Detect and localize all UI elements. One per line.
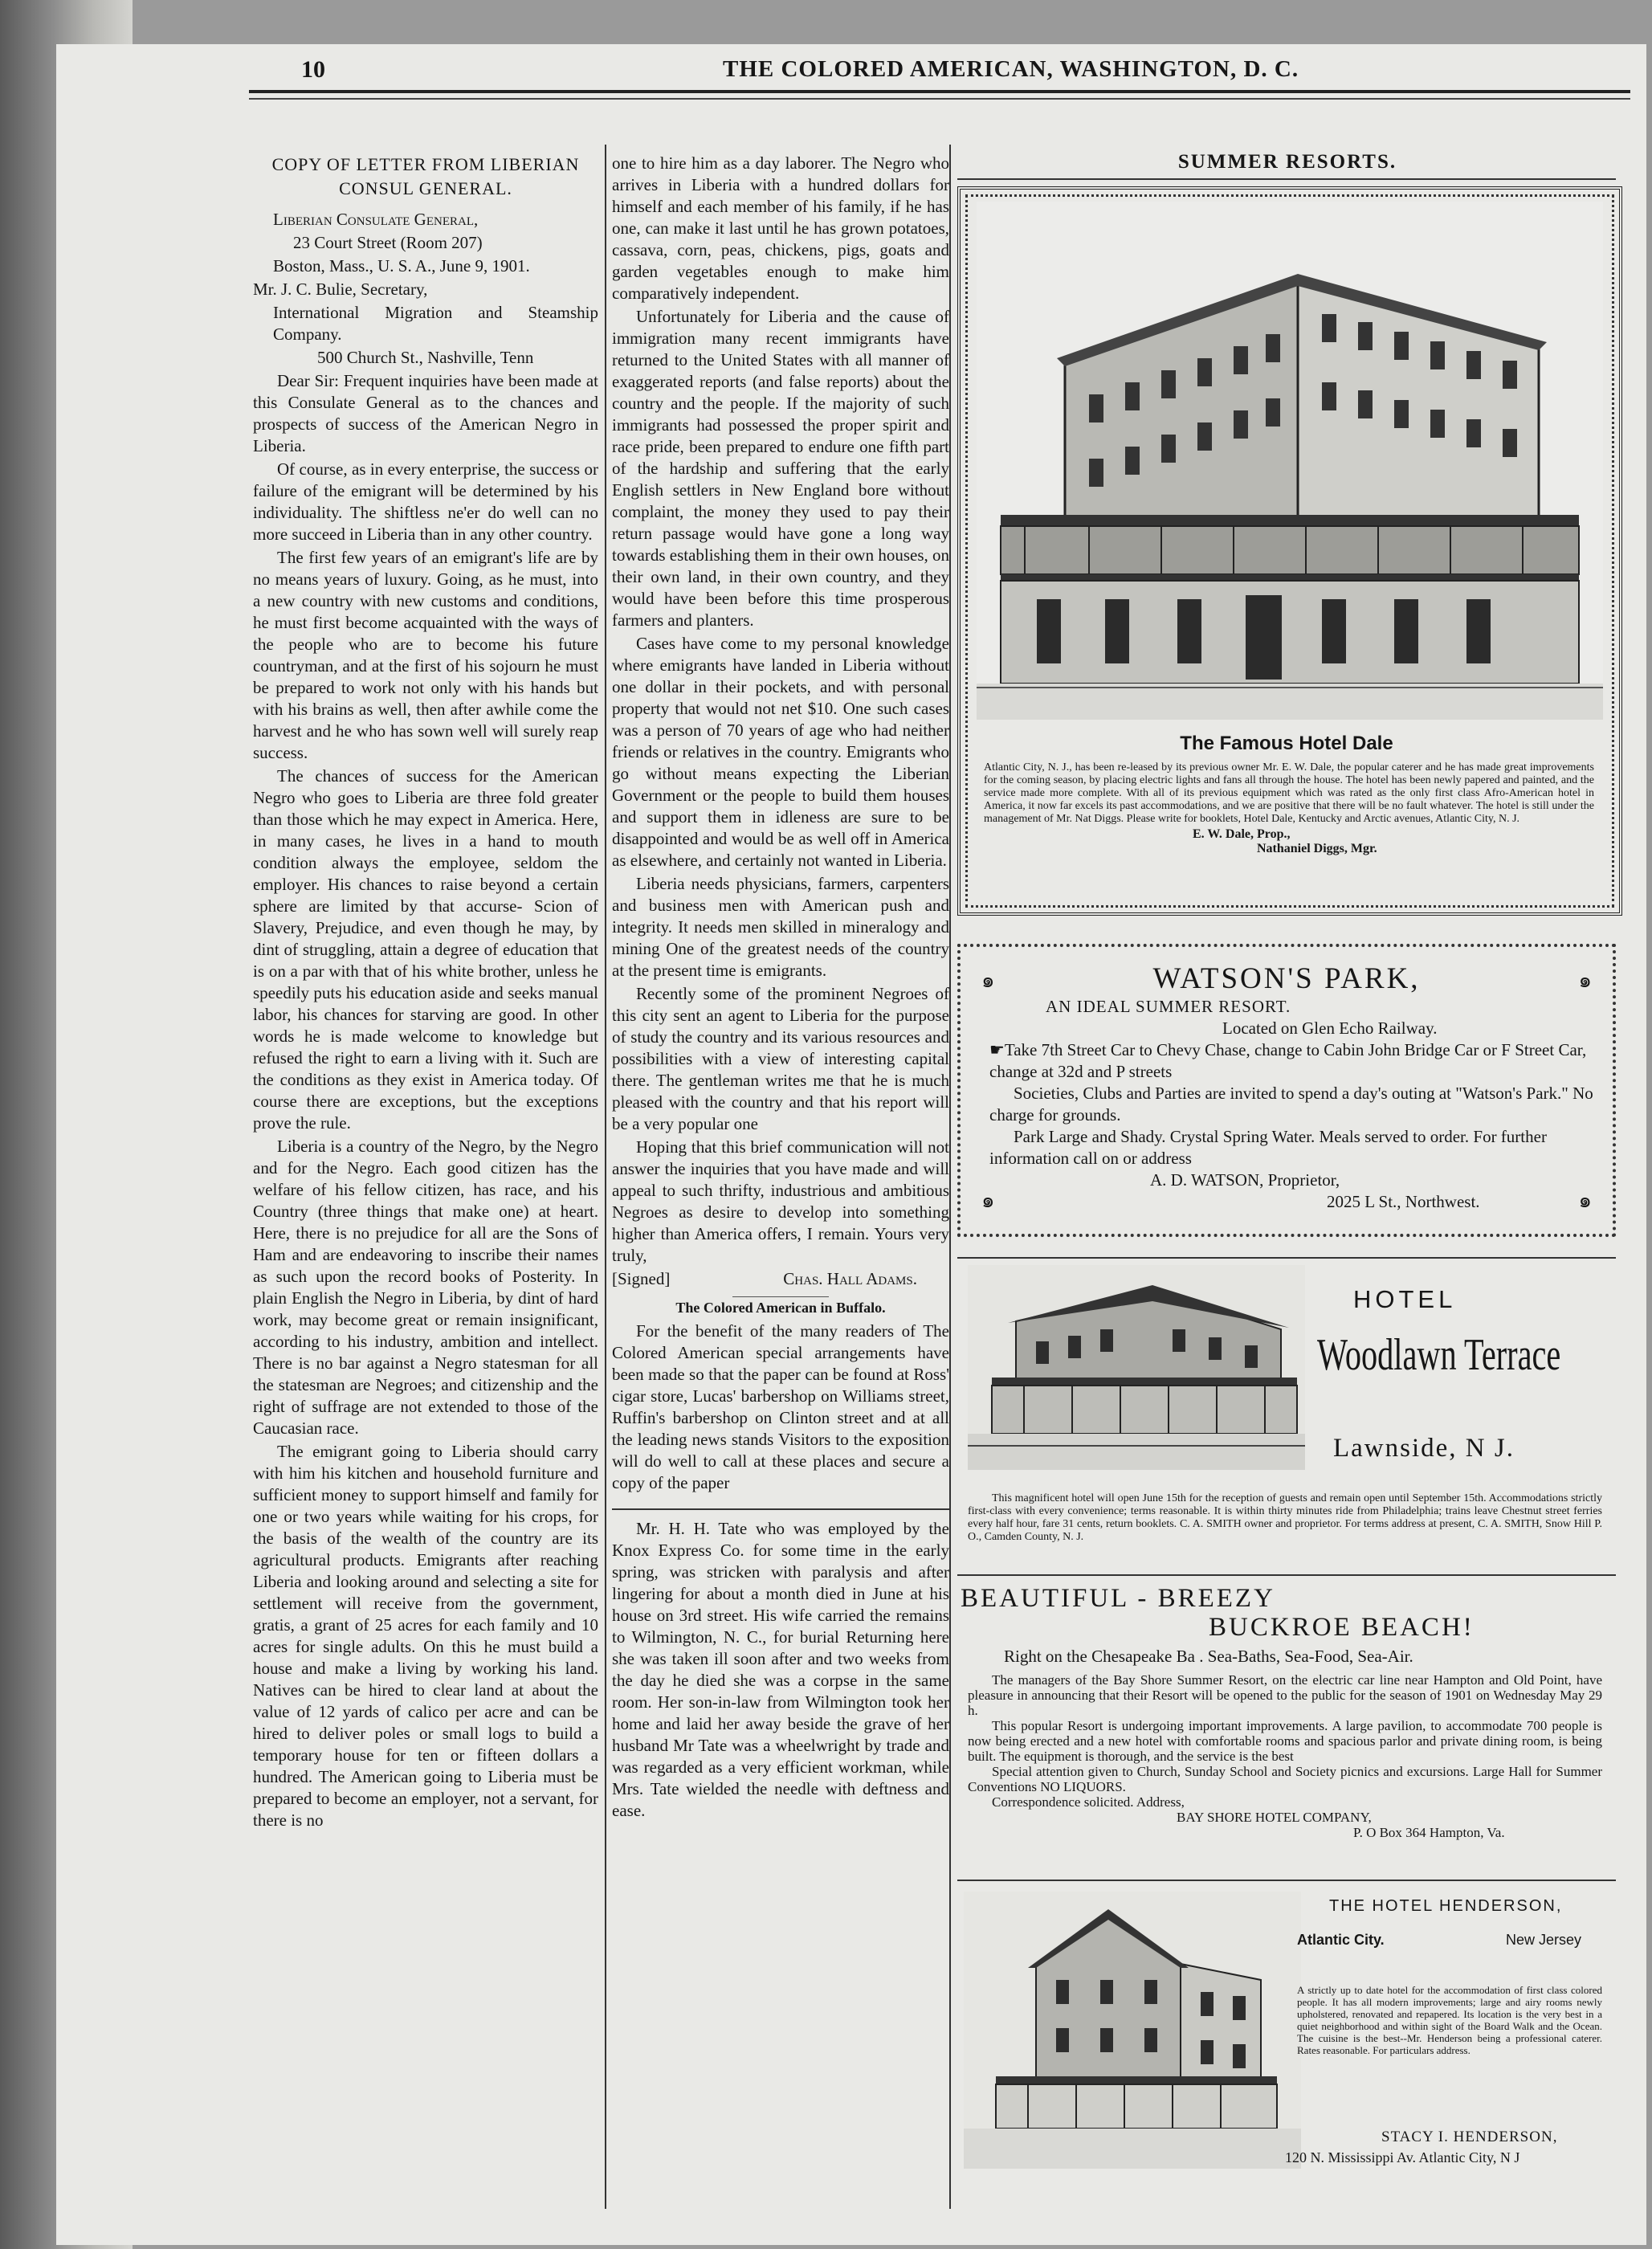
divider (612, 1508, 949, 1510)
scroll-ornament-icon: ๑ (1578, 969, 1592, 992)
letter-paragraph: The first few years of an emigrant's life are by no means years of luxury. Going, as he must, into a new country with new customs and conditions, he must first become acquainted with the ways of the people who are to become his future countryman, and at the first of his sojourn he must be prepared to work not only with his hands but with his brains as well, then after awhile come the harvest and he who has sown well will surely reap success. (253, 548, 598, 762)
buckroe-paragraph: This popular Resort is undergoing important improvements. A large pavilion, to accommodate 700 people is now being erected and a new hotel with comfortable rooms and spacious parlor and private dining room, is being built. The equipment is thorough, and the service is the best (968, 1718, 1602, 1764)
hotel-dale-name: The Famous Hotel Dale (1180, 733, 1393, 754)
letter-paragraph: Hoping that this brief communication will not answer the inquiries that you have made and will appeal to such thrifty, industrious and ambitious Negroes as desire to develop into something higher than America offers, I remain. Yours very truly, (612, 1137, 949, 1265)
letter-recipient-address: 500 Church St., Nashville, Tenn (317, 348, 534, 367)
henderson-text: A strictly up to date hotel for the accommodation of first class colored people. It has all modern improvements; large and airy rooms newly upholstered, renovated and repapered. Its location is the very best in a quiet neighborhood and within sight of the Board Walk and the Ocean. The cuisine is the best--Mr. Henderson being a professional caterer. Rates reasonable. For particulars address. (1297, 1984, 1602, 2056)
summer-resorts-title: SUMMER RESORTS. (1177, 151, 1397, 173)
hotel-dale-details (984, 761, 1594, 856)
buffalo-title: The Colored American in Buffalo. (675, 1300, 886, 1316)
letter-paragraph: Unfortunately for Liberia and the cause of immigration many recent immigrants have returned to the United States with all manner of exaggerated reports (and false reports) about the country and the people. If the majority of such immigrants had possessed the proper spirit and race pride, been prepared to endure one fifth part of the hardship and suffering that the early English settlers in New England bore without complaint, the money they used to pay their return passage would have gone a long way towards establishing them in their own houses, on their own land, in their own country, and they would have been before this time prosperous farmers and planters. (612, 307, 949, 630)
henderson-address: 120 N. Mississippi Av. Atlantic City, N J (1285, 2149, 1520, 2165)
letter-paragraph: Liberia is a country of the Negro, by the Negro and for the Negro. Each good citizen has the welfare of his fellow citizen, has race, and his Country (three things that make one) at heart. Here, there is no prejudice for all are the Sons of Ham and are endeavoring to inscribe their names as such upon the record books of Posterity. In plain English the Negro in Liberia, by dint of hard work, may become great or remain insignificant, according to his industry, ambition and intellect. There is no bar against a Negro statesman for all the statesman are Negroes; and citizenship and the right of suffrage are not extended to those of the Caucasian race. (253, 1137, 598, 1438)
letter-address-1: Liberian Consulate General, (273, 210, 479, 229)
letter-date: Boston, Mass., U. S. A., June 9, 1901. (273, 256, 530, 276)
rule (957, 1257, 1616, 1259)
hotel-dale-illustration (977, 202, 1603, 720)
buckroe-headline-1: BEAUTIFUL - BREEZY (961, 1584, 1275, 1613)
letter-recipient: Mr. J. C. Bulie, Secretary, (253, 280, 428, 299)
watsons-park-location: Located on Glen Echo Railway. (1222, 1018, 1438, 1038)
henderson-state: New Jersey (1506, 1932, 1582, 1948)
column-divider (605, 145, 606, 2209)
hotel-dale-text: Atlantic City, N. J., has been re-leased by its previous owner Mr. E. W. Dale, the popular caterer and he has made great improvements for the coming season, by placing electric lights and fans all through the house. The hotel has been newly papered and painted, and the service made more complete. With all of its previous equipment which was rated as the only first class Afro-American hotel in America, it now far excels its past accommodations, and we are positive that there will be no fault whatever. The hotel is still under the management of Mr. Nat Diggs. Please write for booklets, Hotel Dale, Kentucky and Arctic avenues, Atlantic City, N. J. (984, 761, 1594, 825)
watsons-park-address: 2025 L St., Northwest. (1327, 1192, 1480, 1211)
woodlawn-name: Woodlawn Terrace (1317, 1330, 1561, 1380)
rule (957, 1880, 1616, 1881)
buckroe-box: P. O Box 364 Hampton, Va. (1353, 1825, 1505, 1840)
column-2 (612, 153, 949, 1823)
pointing-hand-icon: ☛ (989, 1040, 1005, 1059)
woodlawn-text: This magnificent hotel will open June 15th for the reception of guests and remain open until September 15th. Accommodations strictly first-class with every convenience; terms reasonable. It is within thirty minutes ride from Philadelphia; trains leave Chestnut street ferries every half hour, fare 31 cents, return booklets. C. A. SMITH owner and proprietor. For terms address at present, C. A. SMITH, Snow Hill P. O., Camden County, N. J. (968, 1492, 1602, 1543)
scroll-ornament-icon: ๑ (1578, 1189, 1592, 1212)
woodlawn-hotel-illustration (968, 1265, 1305, 1470)
watsons-park-invite: Societies, Clubs and Parties are invited to spend a day's outing at "Watson's Park." No charge for grounds. (989, 1084, 1593, 1124)
letter-paragraph: Dear Sir: Frequent inquiries have been made at this Consulate General as to the chances and prospects of success of the American Negro in Liberia. (253, 371, 598, 455)
rule (957, 1574, 1616, 1576)
buckroe-tagline: Right on the Chesapeake Ba . Sea-Baths, Sea-Food, Sea-Air. (1004, 1647, 1413, 1666)
woodlawn-location: Lawnside, N J. (1333, 1434, 1515, 1463)
letter-paragraph: The emigrant going to Liberia should carry with him his kitchen and household furniture and sufficient money to support himself and family for one or two years while waiting for his crops, for the basis of the wealth of the country are its agricultural products. Emigrants after reaching Liberia and looking around and selecting a site for settlement will receive from the government, gratis, a grant of 25 acres for each family and 10 acres for single adults. On this he must build a house and make a living by working his land. Natives can be hired to clear land at about the value of 12 yards of calico per acre and can be hired to deliver poles or small logs to build a temporary house for ten or fifteen dollars a hundred. The American going to Liberia must be prepared to become an employer, not a servant, for there is no (253, 1442, 598, 1830)
masthead: THE COLORED AMERICAN, WASHINGTON, D. C. (723, 56, 1299, 82)
watsons-park-subtitle: AN IDEAL SUMMER RESORT. (1046, 997, 1291, 1016)
header-rule (249, 90, 1630, 93)
scroll-ornament-icon: ๑ (981, 1189, 995, 1212)
henderson-city: Atlantic City. (1297, 1932, 1385, 1948)
letter-paragraph: The chances of success for the American Negro who goes to Liberia are three fold greater than those which he may expect in America. Here, in many cases, he lives in a hand to mouth condition always the employee, seldom the employer. His chances to raise beyond a certain sphere are limited by that accurse- Scion of Slavery, Prejudice, and even though he may, by dint of struggling, attain a degree of education that is on a par with that of his white brother, unless he speedily puts his education aside and seeks manual labor, his chances for starving are good. In other words he is made welcome to knowledge but refused the right to earn a living with it. Such are the conditions as they exist in America today. Of course there are exceptions, but the exceptions prove the rule. (253, 766, 598, 1133)
ornamental-border (957, 944, 1616, 1237)
buckroe-paragraph: Special attention given to Church, Sunday School and Society picnics and excursions. Large Hall for Summer Conventions NO LIQUORS. (968, 1764, 1602, 1794)
watsons-park-ad (957, 944, 1616, 1237)
watsons-park-proprietor: A. D. WATSON, Proprietor, (1150, 1170, 1340, 1190)
letter-recipient-org: International Migration and Steamship Company. (273, 303, 598, 344)
woodlawn-hotel-label: HOTEL (1353, 1285, 1457, 1313)
watsons-park-info: Park Large and Shady. Crystal Spring Water. Meals served to order. For further information call on or address (989, 1127, 1547, 1168)
buffalo-text: For the benefit of the many readers of The Colored American special arrangements have been made so that the paper can be found at Ross' cigar store, Lucas' barbershop on Williams street, Ruffin's barbershop on Clinton street and at all the leading news stands Visitors to the exposition will do well to call at these places and secure a copy of the paper (612, 1321, 949, 1492)
letter-paragraph: Cases have come to my personal knowledge where emigrants have landed in Liberia without one dollar in their pockets, and with personal property that would not net $10. One such cases was a person of 70 years of age who had neither friends or relatives in the country. Emigrants who go without means expecting the Liberian Government or the people to build them houses and support them in idleness are sure to be disappointed and would be as well off in America as elsewhere, and certainly not wanted in Liberia. (612, 634, 949, 870)
letter-paragraph: Recently some of the prominent Negroes of this city sent an agent to Liberia for the purpose of study the country and its various resources and possibilities with a view of interesting capital there. The gentleman writes me that he is much pleased with the country and that his report will be a very popular one (612, 984, 949, 1133)
scroll-ornament-icon: ๑ (981, 969, 995, 992)
henderson-title: THE HOTEL HENDERSON, (1329, 1897, 1563, 1915)
column-divider (949, 145, 951, 2209)
buckroe-headline-2: BUCKROE BEACH! (1209, 1613, 1475, 1642)
header-rule-thin (249, 98, 1630, 100)
signer-name: Chas. Hall Adams. (783, 1269, 917, 1288)
letter-paragraph: one to hire him as a day laborer. The Negro who arrives in Liberia with a hundred dollars for himself and each member of his family, if he has one, can make it last until he has grown potatoes, cassava, corn, peas, chickens, pigs, goats and garden vegetables enough to make him comparatively independent. (612, 153, 949, 303)
letter-paragraph: Of course, as in every enterprise, the success or failure of the emigrant will be determined by his individuality. The shiftless ne'er do well can no more succeed in Liberia than in any other country. (253, 459, 598, 544)
henderson-owner: STACY I. HENDERSON, (1381, 2129, 1558, 2145)
rule (957, 178, 1616, 180)
hotel-henderson-illustration (964, 1892, 1301, 2169)
watsons-park-directions-text: Take 7th Street Car to Chevy Chase, change to Cabin John Bridge Car or F Street Car, change at 32d and P streets (989, 1040, 1587, 1081)
hotel-dale-prop: E. W. Dale, Prop., (1193, 827, 1291, 841)
buckroe-body (968, 1672, 1602, 1840)
letter-title: COPY OF LETTER FROM LIBERIAN CONSUL GENERAL. (271, 154, 580, 198)
hotel-dale-mgr: Nathaniel Diggs, Mgr. (1257, 842, 1377, 855)
watsons-park-title: WATSON'S PARK, (1152, 962, 1421, 995)
page-number: 10 (301, 56, 325, 83)
column-1 (253, 153, 598, 1833)
tate-text: Mr. H. H. Tate who was employed by the Knox Express Co. for some time in the early spring, was stricken with paralysis and after lingering for about a month died in June at his house on 3rd street. His wife carried the remains to Wilmington, N. C., for burial Returning here she was taken ill soon after and two weeks from the day he died she was a corpse in the same room. Her son-in-law from Wilmington took her home and laid her away beside the grave of her husband Mr Tate was a wheelwright by trade and was regarded as a very efficient workman, while Mrs. Tate wielded the needle with deftness and ease. (612, 1519, 949, 1820)
signed-mark: [Signed] (612, 1269, 671, 1288)
buckroe-paragraph: Correspondence solicited. Address, (992, 1794, 1185, 1810)
letter-paragraph: Liberia needs physicians, farmers, carpenters and business men with American push and integrity. It needs men skilled in mineralogy and mining One of the greatest needs of the country at the present time is emigrants. (612, 874, 949, 980)
buckroe-paragraph: The managers of the Bay Shore Summer Resort, on the electric car line near Hampton and Old Point, have pleasure in announcing that their Resort will be opened to the public for the season of 1901 on Wednesday May 29 h. (968, 1672, 1602, 1718)
letter-signature (612, 1268, 949, 1290)
letter-address-2: 23 Court Street (Room 207) (293, 233, 483, 252)
buckroe-company: BAY SHORE HOTEL COMPANY, (1177, 1810, 1372, 1825)
